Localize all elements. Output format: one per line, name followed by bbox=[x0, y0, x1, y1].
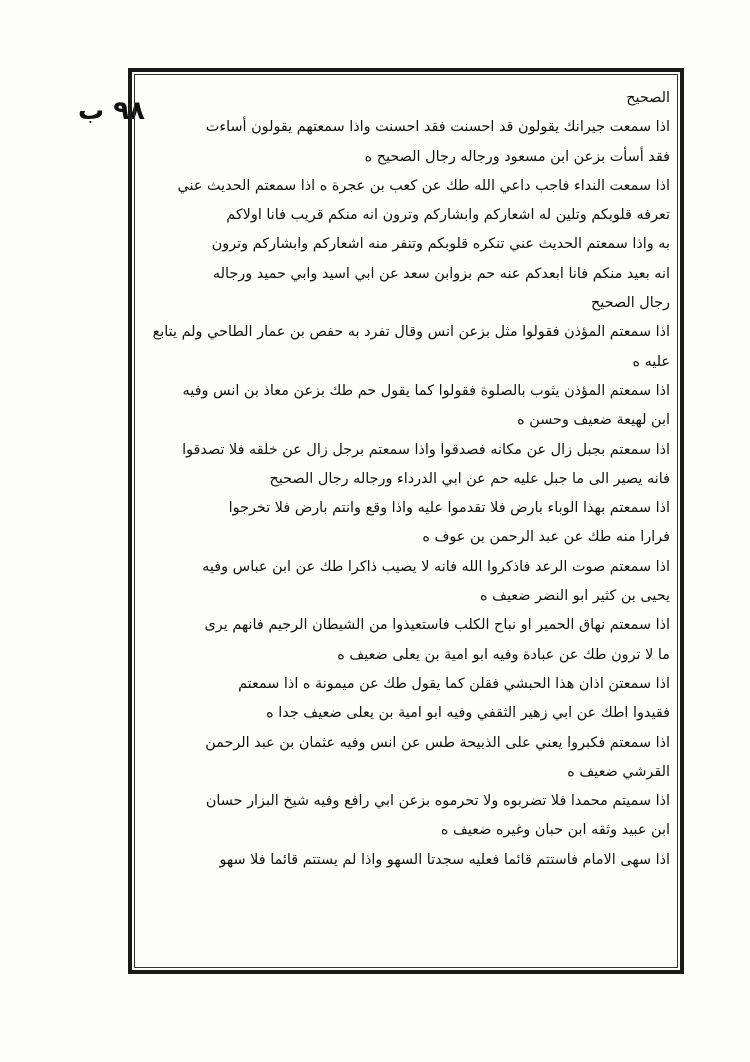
text-line: اذا سمعتم فكبروا يعني على الذبيحة طس عن انس وفيه عثمان بن عبد الرحمن bbox=[205, 734, 670, 751]
text-line: فقيدوا اطك عن ابي زهير الثقفي وفيه ابو امية بن يعلى ضعيف جدا ه bbox=[266, 705, 670, 722]
text-line: اذا سمعتم صوت الرعد فاذكروا الله فانه لا يصيب ذاكرا طك عن ابن عباس وفيه bbox=[202, 558, 670, 575]
text-line: اذا سمعتم بهذا الوباء بارض فلا تقدموا عليه واذا وقع وانتم بارض فلا تخرجوا bbox=[228, 500, 670, 517]
text-line: القرشي ضعيف ه bbox=[567, 763, 670, 780]
text-line: عليه ه bbox=[632, 353, 670, 370]
text-line: فقد أسأت بزعن ابن مسعود ورجاله رجال الصحيح ه bbox=[364, 148, 670, 165]
text-line: يحيى بن كثير ابو النضر ضعيف ه bbox=[479, 588, 670, 605]
text-line: اذا سهى الامام فاستتم قائما فعليه سجدتا السهو واذا لم يستتم قائما فلا سهو bbox=[219, 851, 670, 868]
text-line: اذا سميتم محمدا فلا تضربوه ولا تحرموه بزعن ابي رافع وفيه شيخ البزار حسان bbox=[205, 793, 670, 810]
text-line: اذا سمعتن اذان هذا الحبشي فقلن كما يقول طك عن ميمونة ه اذا سمعتم bbox=[238, 675, 670, 692]
text-line: انه بعيد منكم فانا ابعدكم عنه حم بزوابن سعد عن ابي اسيد وابي حميد ورجاله bbox=[212, 265, 670, 282]
text-line: به واذا سمعتم الحديث عني تنكره قلوبكم وتنفر منه اشعاركم وابشاركم وترون bbox=[211, 236, 670, 253]
text-line: فرارا منه طك عن عبد الرحمن بن عوف ه bbox=[422, 529, 670, 546]
text-line: ما لا ترون طك عن عبادة وفيه ابو امية بن يعلى ضعيف ه bbox=[337, 646, 670, 663]
text-line: فانه يصير الى ما جبل عليه حم عن ابي الدرداء ورجاله رجال الصحيح bbox=[269, 470, 670, 487]
text-line: اذا سمعتم المؤذن يثوب بالصلوة فقولوا كما يقول حم طك بزعن معاذ بن انس وفيه bbox=[182, 382, 670, 399]
text-line: رجال الصحيح bbox=[590, 295, 670, 312]
manuscript-text bbox=[144, 84, 670, 875]
text-line: اذا سمعت النداء فاجب داعي الله طك عن كعب بن عجرة ه اذا سمعتم الحديث عني bbox=[177, 177, 670, 194]
folio-number: ٩٨ ب bbox=[78, 96, 145, 126]
text-line: اذا سمعتم بجبل زال عن مكانه فصدقوا واذا سمعتم برجل زال عن خلقه فلا تصدقوا bbox=[182, 441, 670, 458]
text-line: ابن عبيد وثقه ابن حبان وغيره ضعيف ه bbox=[440, 822, 670, 839]
text-line: الصحيح bbox=[626, 90, 670, 106]
text-line: اذا سمعت جيرانك يقولون قد احسنت فقد احسنت واذا سمعتهم يقولون أساءت bbox=[205, 119, 670, 136]
text-line: تعرفه قلوبكم وتلين له اشعاركم وابشاركم وترون انه منكم قريب فانا اولاكم bbox=[226, 207, 670, 224]
text-line: ابن لهيعة ضعيف وحسن ه bbox=[517, 412, 670, 429]
text-line: اذا سمعتم نهاق الحمير او نباح الكلب فاستعيذوا من الشيطان الرجيم فانهم يرى bbox=[204, 617, 670, 634]
text-line: اذا سمعتم المؤذن فقولوا مثل بزعن انس وقال تفرد به حفص بن عمار الطاحي ولم يتابع bbox=[152, 324, 670, 341]
